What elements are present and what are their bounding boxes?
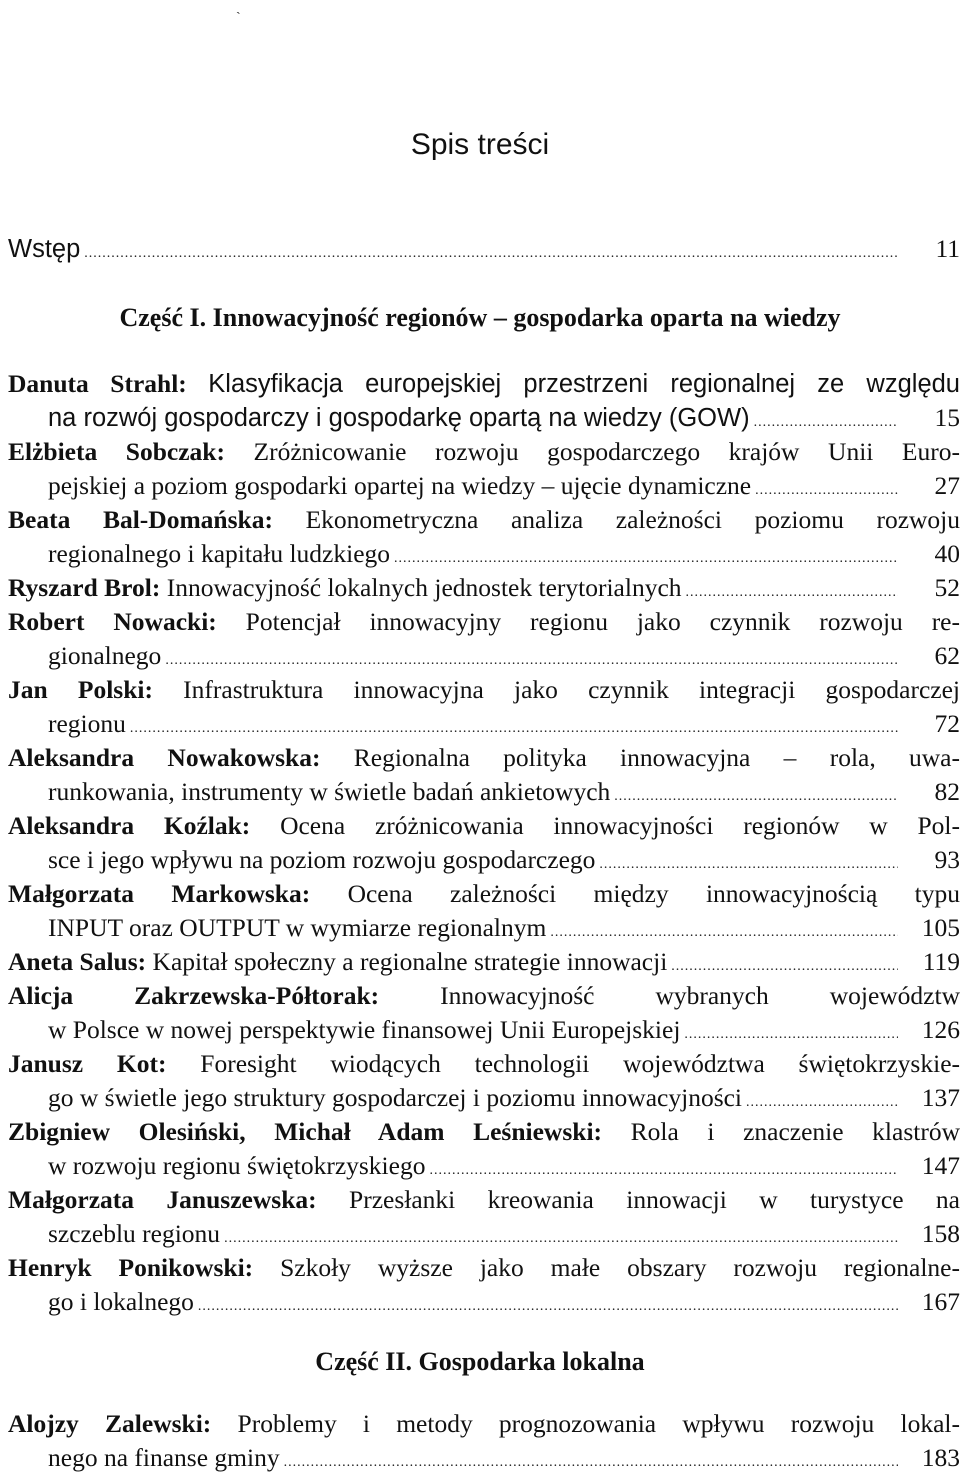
entry-author: Zbigniew Olesiński, Michał Adam Leśniewski:	[8, 1117, 603, 1146]
toc-entry-line[interactable]	[8, 877, 960, 911]
page-number: 82	[934, 777, 960, 806]
toc-entry-line[interactable]	[48, 401, 960, 435]
toc-entry-line[interactable]	[48, 707, 960, 741]
entry-author: Małgorzata Januszewska:	[8, 1185, 317, 1214]
toc-entry-line[interactable]	[8, 1115, 960, 1149]
toc-entry-line[interactable]	[48, 843, 960, 877]
wstep-label: Wstęp	[8, 235, 81, 263]
entry-title: w Polsce w nowej perspektywie finansowej Unii Europejskiej	[48, 1015, 681, 1044]
entry-author: Janusz Kot:	[8, 1049, 167, 1078]
leader-dots	[198, 1290, 898, 1324]
toc-entry-line[interactable]	[48, 469, 960, 503]
toc-entry-line[interactable]	[48, 537, 960, 571]
toc-entry-line[interactable]	[8, 571, 960, 605]
page-number: 11	[935, 234, 960, 263]
entry-title: na rozwój gospodarczy i gospodarkę opartą na wiedzy (GOW)	[48, 404, 750, 432]
entry-title: Ocena zależności między innowacyjnością typu	[347, 879, 960, 908]
toc-entry-wstep[interactable]	[8, 232, 960, 266]
toc-entry-line[interactable]	[48, 775, 960, 809]
entry-title: Infrastruktura innowacyjna jako czynnik integracji gospodarczej	[183, 675, 960, 704]
page-number: 93	[934, 845, 960, 874]
entry-author: Aleksandra Nowakowska:	[8, 743, 321, 772]
entry-title: sce i jego wpływu na poziom rozwoju gospodarczego	[48, 845, 596, 874]
page-number: 27	[934, 471, 960, 500]
entry-title: Klasyfikacja europejskiej przestrzeni regionalnej ze względu	[208, 370, 960, 398]
page-number: 126	[921, 1015, 960, 1044]
toc-entry-line[interactable]	[8, 979, 960, 1013]
toc-entry-line[interactable]	[48, 911, 960, 945]
entry-author: Robert Nowacki:	[8, 607, 217, 636]
page-number: 40	[934, 539, 960, 568]
toc-entry-line[interactable]	[48, 1441, 960, 1475]
entry-author: Aneta Salus:	[8, 947, 147, 976]
toc-entry-line[interactable]	[8, 741, 960, 775]
entry-title: pejskiej a poziom gospodarki opartej na wiedzy – ujęcie dynamiczne	[48, 471, 752, 500]
entry-title: regionu	[48, 709, 126, 738]
entry-title: Ekonometryczna analiza zależności poziomu rozwoju	[305, 505, 960, 534]
toc-entry-line[interactable]	[8, 503, 960, 537]
entry-title: szczeblu regionu	[48, 1219, 221, 1248]
toc-entry-line[interactable]	[8, 1251, 960, 1285]
scan-mark: ˏ	[236, 0, 241, 15]
toc-entry-line[interactable]	[48, 1217, 960, 1251]
toc-entry-line[interactable]	[8, 1407, 960, 1441]
entry-title: Innowacyjność wybranych województw	[440, 981, 960, 1010]
toc-entry-line[interactable]	[8, 673, 960, 707]
page-number: 167	[921, 1287, 960, 1316]
toc-entry-line[interactable]	[8, 809, 960, 843]
entry-title: runkowania, instrumenty w świetle badań ankietowych	[48, 777, 611, 806]
entry-title: regionalnego i kapitału ludzkiego	[48, 539, 391, 568]
toc-entry-line[interactable]	[48, 1285, 960, 1319]
entry-title: w rozwoju regionu świętokrzyskiego	[48, 1151, 426, 1180]
entry-title: Innowacyjność lokalnych jednostek terytorialnych	[166, 573, 682, 602]
entry-author: Jan Polski:	[8, 675, 153, 704]
toc-entry-line[interactable]	[8, 945, 960, 979]
part-heading: Część II. Gospodarka lokalna	[315, 1347, 645, 1376]
entry-author: Elżbieta Sobczak:	[8, 437, 225, 466]
page-number: 52	[934, 573, 960, 602]
leader-dots	[84, 237, 898, 271]
toc-entry-line[interactable]	[8, 367, 960, 401]
entry-author: Małgorzata Markowska:	[8, 879, 311, 908]
entry-title: go w świetle jego struktury gospodarczej i poziomu innowacyjności	[48, 1083, 743, 1112]
entry-title: go i lokalnego	[48, 1287, 194, 1316]
entry-author: Aleksandra Koźlak:	[8, 811, 251, 840]
toc-entry-line[interactable]	[48, 1013, 960, 1047]
entry-title: Rola i znaczenie klastrów	[630, 1117, 960, 1146]
toc-entry-line[interactable]	[8, 1183, 960, 1217]
toc-entry-line[interactable]	[48, 1081, 960, 1115]
entry-author: Beata Bal-Domańska:	[8, 505, 273, 534]
entry-author: Danuta Strahl:	[8, 369, 187, 398]
page-number: 105	[921, 913, 960, 942]
toc-entry-line[interactable]	[8, 1047, 960, 1081]
entry-author: Alicja Zakrzewska-Półtorak:	[8, 981, 380, 1010]
entry-author: Ryszard Brol:	[8, 573, 161, 602]
entry-title: Regionalna polityka innowacyjna – rola, uwa-	[353, 743, 960, 772]
toc-entry-line[interactable]	[8, 605, 960, 639]
entry-author: Henryk Ponikowski:	[8, 1253, 254, 1282]
page-number: 183	[921, 1443, 960, 1472]
entry-title: Kapitał społeczny a regionalne strategie innowacji	[152, 947, 668, 976]
toc-entry-line[interactable]	[48, 1149, 960, 1183]
entry-title: nego na finanse gminy	[48, 1443, 280, 1472]
entry-title: Ocena zróżnicowania innowacyjności regionów w Pol-	[280, 811, 960, 840]
toc-entry-line[interactable]	[8, 435, 960, 469]
entry-title: Szkoły wyższe jako małe obszary rozwoju regionalne-	[280, 1253, 960, 1282]
entry-title: gionalnego	[48, 641, 162, 670]
entry-title: INPUT oraz OUTPUT w wymiarze regionalnym	[48, 913, 547, 942]
page-number: 158	[921, 1219, 960, 1248]
entry-author: Alojzy Zalewski:	[8, 1409, 212, 1438]
toc-entry-line[interactable]	[48, 639, 960, 673]
entry-title: Zróżnicowanie rozwoju gospodarczego krajów Unii Euro-	[253, 437, 960, 466]
page-number: 119	[922, 947, 960, 976]
page-title: Spis treści	[410, 128, 550, 161]
part-heading: Część I. Innowacyjność regionów – gospodarka oparta na wiedzy	[119, 303, 841, 332]
page-number: 137	[921, 1083, 960, 1112]
page-number: 15	[934, 403, 960, 432]
page-number: 147	[921, 1151, 960, 1180]
entry-title: Potencjał innowacyjny regionu jako czynnik rozwoju re-	[245, 607, 960, 636]
entry-title: Foresight wiodących technologii województwa świętokrzyskie-	[200, 1049, 960, 1078]
entry-title: Przesłanki kreowania innowacji w turystyce na	[349, 1185, 960, 1214]
page-number: 72	[934, 709, 960, 738]
page-number: 62	[934, 641, 960, 670]
entry-title: Problemy i metody prognozowania wpływu rozwoju lokal-	[237, 1409, 960, 1438]
